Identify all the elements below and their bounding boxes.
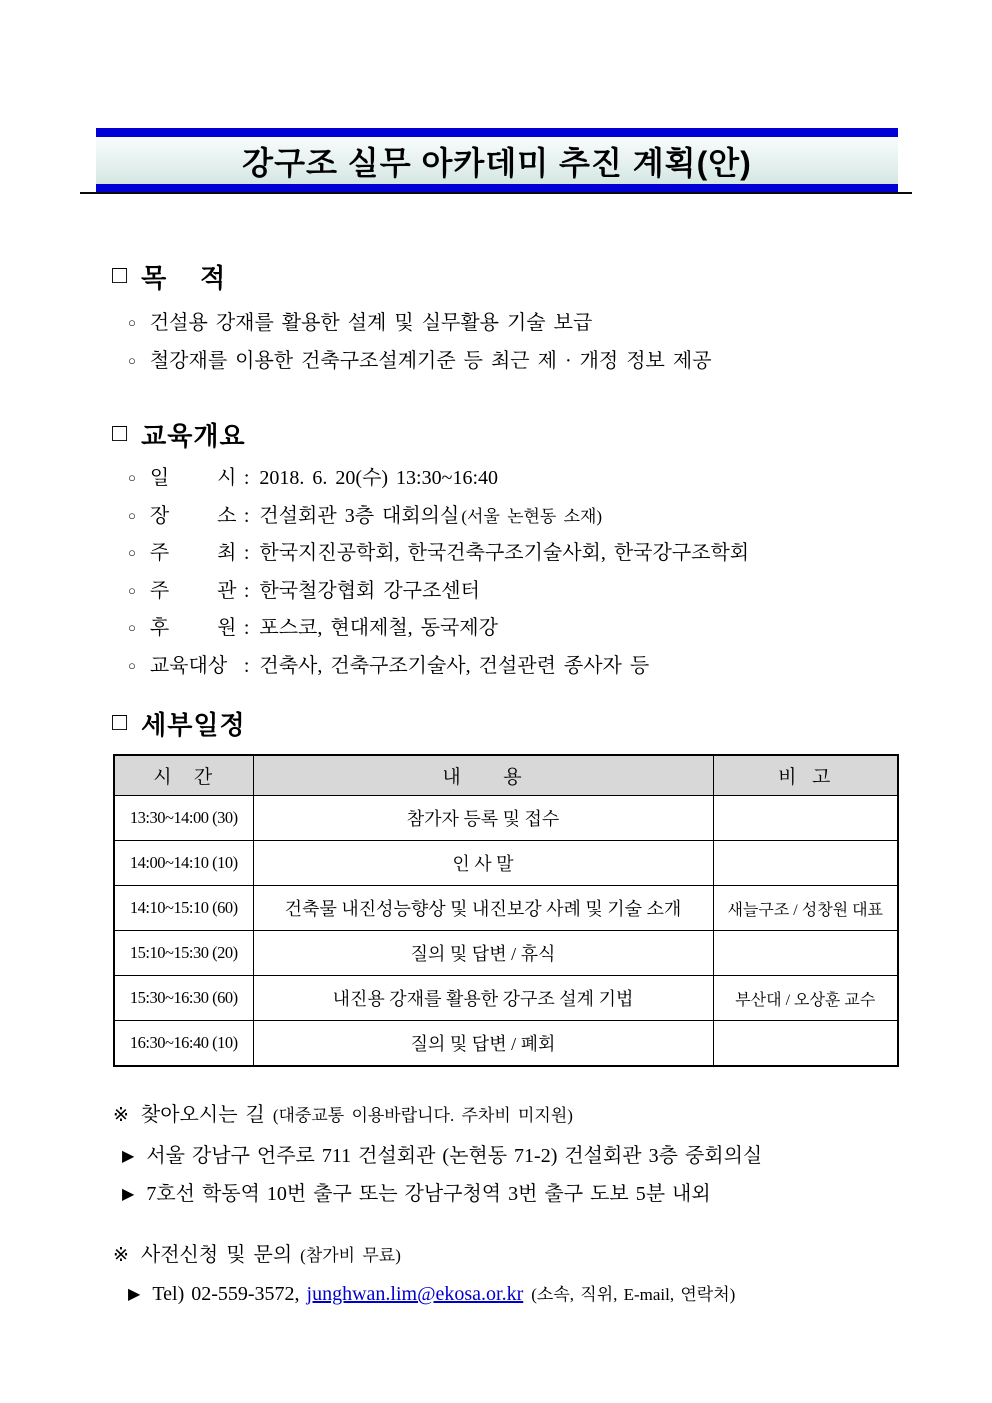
contact-heading-note: (참가비 무료) bbox=[300, 1246, 401, 1265]
overview-separator: : bbox=[243, 505, 250, 527]
square-bullet-icon: □ bbox=[112, 261, 128, 289]
cell-note bbox=[713, 841, 898, 886]
spacer bbox=[300, 1283, 307, 1306]
table-row bbox=[114, 841, 898, 886]
overview-item-sponsor bbox=[128, 611, 498, 640]
purpose-heading: 목 적 bbox=[141, 263, 227, 293]
overview-item-label: 일 시 bbox=[149, 467, 237, 489]
col-header-note: 비 고 bbox=[713, 755, 898, 796]
cell-content: 참가자 등록 및 접수 bbox=[253, 796, 713, 841]
page-title: 강구조 실무 아카데미 추진 계획(안) bbox=[242, 144, 752, 181]
directions-item bbox=[122, 1177, 711, 1206]
cell-content: 인 사 말 bbox=[253, 841, 713, 886]
cell-time: 14:10~15:10 (60) bbox=[114, 886, 253, 931]
directions-heading-line bbox=[113, 1098, 573, 1127]
circle-bullet-icon: ○ bbox=[128, 470, 136, 485]
purpose-item-text: 철강재를 이용한 건축구조설계기준 등 최근 제 · 개정 정보 제공 bbox=[149, 350, 712, 372]
purpose-item bbox=[128, 344, 712, 373]
overview-separator: : bbox=[243, 580, 250, 602]
overview-item-venue bbox=[128, 499, 602, 528]
overview-separator: : bbox=[243, 542, 250, 564]
table-row bbox=[114, 931, 898, 976]
circle-bullet-icon: ○ bbox=[128, 315, 136, 330]
directions-heading-note: (대중교통 이용바랍니다. 주차비 미지원) bbox=[272, 1106, 573, 1125]
overview-separator: : bbox=[243, 655, 250, 677]
table-header-row bbox=[114, 755, 898, 796]
overview-item-note: (서울 논현동 소재) bbox=[461, 507, 603, 526]
col-header-time: 시 간 bbox=[114, 755, 253, 796]
overview-separator: : bbox=[243, 617, 250, 639]
contact-heading-line bbox=[113, 1238, 401, 1267]
overview-item-value: 한국철강협회 강구조센터 bbox=[259, 580, 480, 602]
directions-item bbox=[122, 1139, 762, 1168]
directions-heading: 찾아오시는 길 bbox=[140, 1104, 265, 1126]
cell-time: 15:30~16:30 (60) bbox=[114, 976, 253, 1021]
square-bullet-icon: □ bbox=[112, 419, 128, 447]
overview-separator: : bbox=[243, 467, 250, 489]
overview-item-value: 2018. 6. 20(수) 13:30~16:40 bbox=[259, 467, 498, 489]
overview-heading: 교육개요 bbox=[141, 421, 246, 451]
overview-item-label: 주 최 bbox=[149, 542, 237, 564]
overview-item-label: 주 관 bbox=[149, 580, 237, 602]
triangle-bullet-icon: ▶ bbox=[122, 1186, 135, 1203]
circle-bullet-icon: ○ bbox=[128, 620, 136, 635]
schedule-heading: 세부일정 bbox=[141, 710, 246, 740]
cell-content: 건축물 내진성능향상 및 내진보강 사례 및 기술 소개 bbox=[253, 886, 713, 931]
cell-content: 질의 및 답변 / 폐회 bbox=[253, 1021, 713, 1067]
contact-heading: 사전신청 및 문의 bbox=[140, 1244, 293, 1266]
triangle-bullet-icon: ▶ bbox=[128, 1286, 141, 1303]
circle-bullet-icon: ○ bbox=[128, 508, 136, 523]
section-heading-overview bbox=[112, 416, 246, 453]
reference-mark-icon: ※ bbox=[113, 1245, 129, 1266]
triangle-bullet-icon: ▶ bbox=[122, 1148, 135, 1165]
contact-note: (소속, 직위, E-mail, 연락처) bbox=[531, 1285, 736, 1304]
directions-item-text: 서울 강남구 언주로 711 건설회관 (논현동 71-2) 건설회관 3층 중회의실 bbox=[146, 1145, 763, 1167]
overview-item-host bbox=[128, 536, 749, 565]
title-banner bbox=[96, 128, 898, 192]
contact-email-link[interactable]: junghwan.lim@ekosa.or.kr bbox=[306, 1283, 524, 1305]
banner-body bbox=[96, 137, 898, 184]
purpose-item bbox=[128, 306, 592, 335]
cell-note bbox=[713, 931, 898, 976]
cell-time: 16:30~16:40 (10) bbox=[114, 1021, 253, 1067]
cell-time: 15:10~15:30 (20) bbox=[114, 931, 253, 976]
cell-time: 14:00~14:10 (10) bbox=[114, 841, 253, 886]
cell-content: 질의 및 답변 / 휴식 bbox=[253, 931, 713, 976]
circle-bullet-icon: ○ bbox=[128, 658, 136, 673]
circle-bullet-icon: ○ bbox=[128, 583, 136, 598]
overview-item-label: 교육대상 bbox=[149, 655, 228, 677]
section-heading-purpose bbox=[112, 258, 226, 295]
cell-content: 내진용 강재를 활용한 강구조 설계 기법 bbox=[253, 976, 713, 1021]
table-row bbox=[114, 886, 898, 931]
overview-item-audience bbox=[128, 649, 649, 678]
cell-note: 새늘구조 / 성창원 대표 bbox=[713, 886, 898, 931]
cell-note bbox=[713, 796, 898, 841]
overview-item-value: 건축사, 건축구조기술사, 건설관련 종사자 등 bbox=[259, 655, 650, 677]
overview-item-datetime bbox=[128, 461, 498, 490]
square-bullet-icon: □ bbox=[112, 708, 128, 736]
directions-item-text: 7호선 학동역 10번 출구 또는 강남구청역 3번 출구 도보 5분 내외 bbox=[146, 1183, 711, 1205]
banner-bottom-rule bbox=[96, 184, 898, 192]
overview-item-value: 건설회관 3층 대회의실 bbox=[259, 505, 460, 527]
cell-time: 13:30~14:00 (30) bbox=[114, 796, 253, 841]
schedule-table bbox=[113, 754, 899, 1067]
table-row bbox=[114, 976, 898, 1021]
cell-note bbox=[713, 1021, 898, 1067]
cell-note: 부산대 / 오상훈 교수 bbox=[713, 976, 898, 1021]
overview-item-label: 장 소 bbox=[149, 505, 237, 527]
overview-item-organizer bbox=[128, 574, 480, 603]
table-row bbox=[114, 1021, 898, 1067]
circle-bullet-icon: ○ bbox=[128, 353, 136, 368]
banner-top-rule bbox=[96, 128, 898, 137]
purpose-item-text: 건설용 강재를 활용한 설계 및 실무활용 기술 보급 bbox=[149, 312, 593, 334]
circle-bullet-icon: ○ bbox=[128, 545, 136, 560]
col-header-content: 내 용 bbox=[253, 755, 713, 796]
contact-info-line bbox=[128, 1280, 735, 1306]
overview-item-value: 한국지진공학회, 한국건축구조기술사회, 한국강구조학회 bbox=[259, 542, 750, 564]
section-heading-schedule bbox=[112, 705, 246, 742]
overview-item-label: 후 원 bbox=[149, 617, 237, 639]
reference-mark-icon: ※ bbox=[113, 1105, 129, 1126]
contact-tel: Tel) 02-559-3572, bbox=[152, 1283, 300, 1305]
table-row bbox=[114, 796, 898, 841]
overview-item-value: 포스코, 현대제철, 동국제강 bbox=[259, 617, 498, 639]
